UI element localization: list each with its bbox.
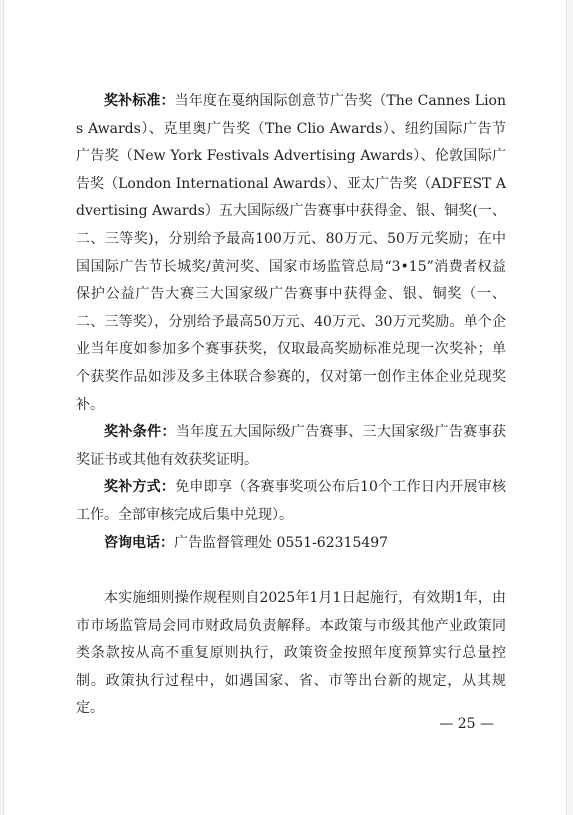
reward-standard-paragraph [76, 88, 506, 419]
reward-method-text: 免申即享（各赛事奖项公布后10个工作日内开展审核工作。全部审核完成后集中兑现）。 [76, 479, 506, 523]
closing-paragraph: 本实施细则操作规程则自2025年1月1日起施行，有效期1年，由市市场监管局会同市财政局负责解释。本政策与市级其他产业政策同类条款按从高不重复原则执行，政策资金按照年度预算实行总量控制。政策执行过程中，如遇国家、省、市等出台新的规定，从其规定。 [76, 590, 506, 717]
reward-standard-heading: 奖补标准： [104, 93, 175, 109]
reward-conditions-paragraph [76, 419, 506, 474]
document-page [3, 0, 567, 815]
reward-method-paragraph [76, 474, 506, 529]
reward-standard-text: 当年度在戛纳国际创意节广告奖（The Cannes Lions Awards）、克里奥广告奖（The Clio Awards）、纽约国际广告节广告奖（New York Festivals Advertising Awards）、伦敦国际广告奖（London International Awards）、亚太广告奖（ADFEST Advertising Awards）五大国际级广告赛事中获得金、银、铜奖(一、二、三等奖)，分别给予最高100万元、80万元、50万元奖励；在中国国际广告节长城奖/黄河奖、国家市场监管总局“3•15”消费者权益保护公益广告大赛三大国家级广告赛事中获得金、银、铜奖（一、二、三等奖），分别给予最高50万元、40万元、30万元奖励。单个企业当年度如参加多个赛事获奖，仅取最高奖励标准兑现一次奖补；单个获奖作品如涉及多主体联合参赛的，仅对第一创作主体企业兑现奖补。 [76, 93, 506, 413]
consult-phone-paragraph [76, 530, 506, 558]
page-number: — 25 — [439, 716, 494, 732]
reward-conditions-heading: 奖补条件： [104, 424, 176, 441]
consult-phone-text: 广告监督管理处 0551-62315497 [174, 534, 389, 551]
reward-conditions-text: 当年度五大国际级广告赛事、三大国家级广告赛事获奖证书或其他有效获奖证明。 [76, 424, 507, 468]
document-body [76, 88, 506, 723]
consult-phone-heading: 咨询电话： [104, 534, 174, 551]
paragraph-spacer [76, 557, 506, 585]
reward-method-heading: 奖补方式： [104, 479, 176, 496]
